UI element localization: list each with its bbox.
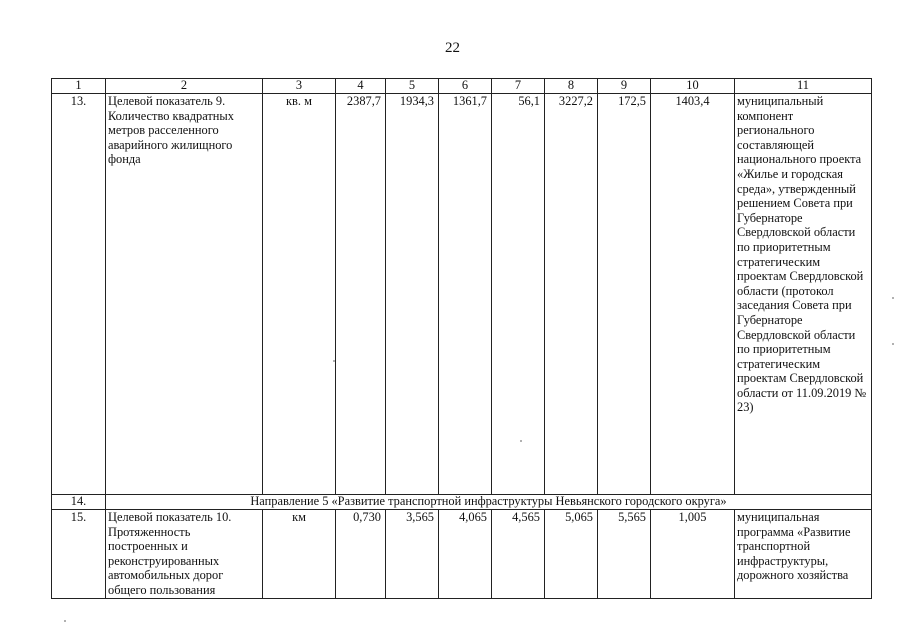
column-number: 1 [52,79,106,94]
indicators-table [51,78,872,599]
value-cell: 2387,7 [336,94,386,495]
unit-cell: км [263,510,336,599]
scan-speck [64,620,66,622]
row-number: 13. [52,94,106,495]
value-cell: 1403,4 [651,94,735,495]
section-row [52,495,872,510]
value-cell: 56,1 [492,94,545,495]
page-number: 22 [445,40,460,56]
scan-speck [520,440,522,442]
unit-cell: кв. м [263,94,336,495]
column-number: 8 [545,79,598,94]
column-number: 10 [651,79,735,94]
column-number: 2 [106,79,263,94]
value-cell: 5,565 [598,510,651,599]
row-number: 14. [52,495,106,510]
scan-speck [892,343,894,345]
column-number: 6 [439,79,492,94]
value-cell: 0,730 [336,510,386,599]
value-cell: 1361,7 [439,94,492,495]
scan-speck [892,297,894,299]
scan-speck [333,360,335,362]
indicator-name: Целевой показатель 9. Количество квадратных метров расселенного аварийного жилищного фонда [106,94,263,495]
value-cell: 3,565 [386,510,439,599]
column-number: 4 [336,79,386,94]
source-cell: муниципальная программа «Развитие транспортной инфраструктуры, дорожного хозяйства [735,510,872,599]
value-cell: 5,065 [545,510,598,599]
column-number: 11 [735,79,872,94]
indicator-name: Целевой показатель 10. Протяженность построенных и реконструированных автомобильных дорог общего пользования [106,510,263,599]
value-cell: 4,065 [439,510,492,599]
table-row [52,94,872,495]
column-number: 3 [263,79,336,94]
column-number: 7 [492,79,545,94]
value-cell: 172,5 [598,94,651,495]
section-title: Направление 5 «Развитие транспортной инфраструктуры Невьянского городского округа» [106,495,872,510]
column-number-row [52,79,872,94]
row-number: 15. [52,510,106,599]
value-cell: 4,565 [492,510,545,599]
column-number: 5 [386,79,439,94]
source-cell: муниципальный компонент регионального составляющей национального проекта «Жилье и городская среда», утвержденный решением Совета при Губернаторе Свердловской области по приоритетным стратегическим проектам Свердловской области (протокол заседания Совета при Губернаторе Свердловской области по приоритетным стратегическим проектам Свердловской области от 11.09.2019 № 23) [735,94,872,495]
value-cell: 1934,3 [386,94,439,495]
table-row [52,510,872,599]
value-cell: 1,005 [651,510,735,599]
column-number: 9 [598,79,651,94]
value-cell: 3227,2 [545,94,598,495]
